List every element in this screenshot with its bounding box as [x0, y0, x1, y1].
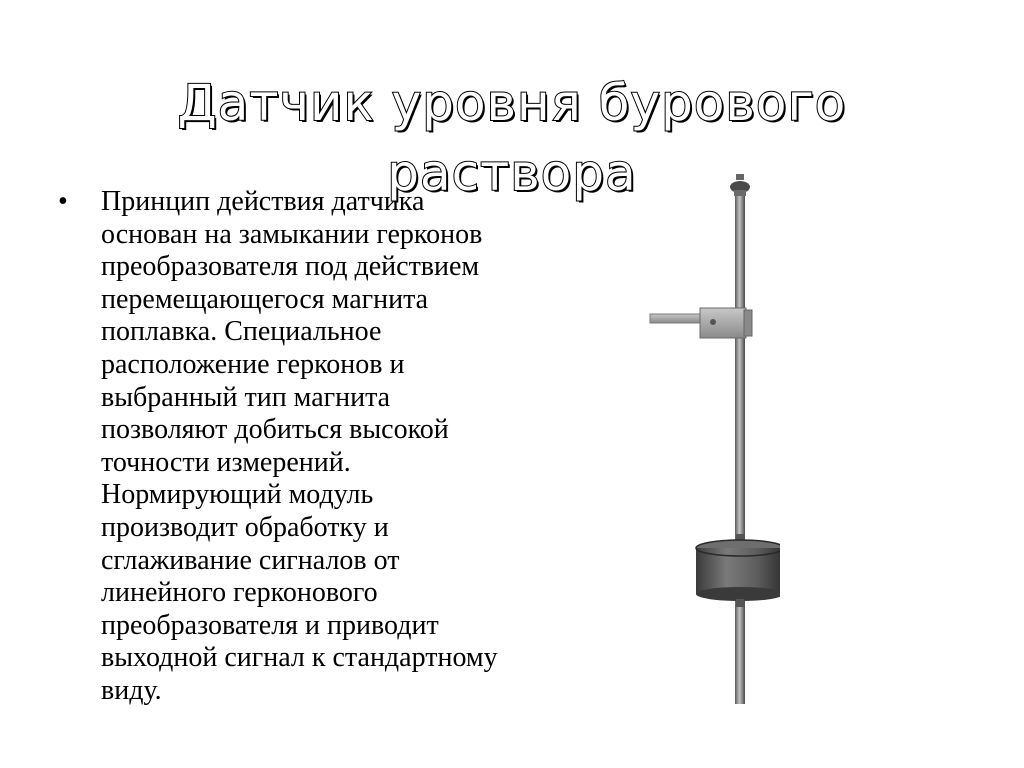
body-line: линейного герконового — [101, 577, 378, 609]
body-line: расположение герконов и — [101, 348, 405, 380]
bullet-marker: • — [58, 186, 68, 217]
body-line: основан на замыкании герконов — [101, 218, 483, 250]
body-line: Принцип действия датчика — [101, 186, 425, 217]
slide-title — [0, 68, 1024, 208]
rod — [735, 196, 745, 704]
body-line: производит обработку и — [101, 511, 389, 543]
body-line: Нормирующий модуль — [101, 479, 374, 511]
body-line: преобразователя и приводит — [101, 609, 439, 641]
body-line: выходной сигнал к стандартному — [101, 642, 498, 674]
body-line: выбранный тип магнита — [101, 381, 391, 413]
body-line: поплавка. Специальное — [101, 316, 382, 348]
float — [696, 534, 780, 607]
body-line: виду. — [101, 674, 162, 706]
body-line: сглаживание сигналов от — [101, 544, 400, 576]
bullet-text — [101, 186, 601, 708]
body-line: преобразователя под действием — [101, 251, 480, 283]
body-line: позволяют добиться высокой — [101, 414, 449, 446]
body-line: точности измерений. — [101, 446, 351, 478]
title-line-1: Датчик уровня бурового — [177, 74, 847, 132]
mounting-bracket — [650, 308, 752, 338]
title-line-2: раствора — [387, 144, 637, 202]
sensor-rod-with-float-icon — [640, 170, 780, 710]
body-line: перемещающегося магнита — [101, 283, 429, 315]
